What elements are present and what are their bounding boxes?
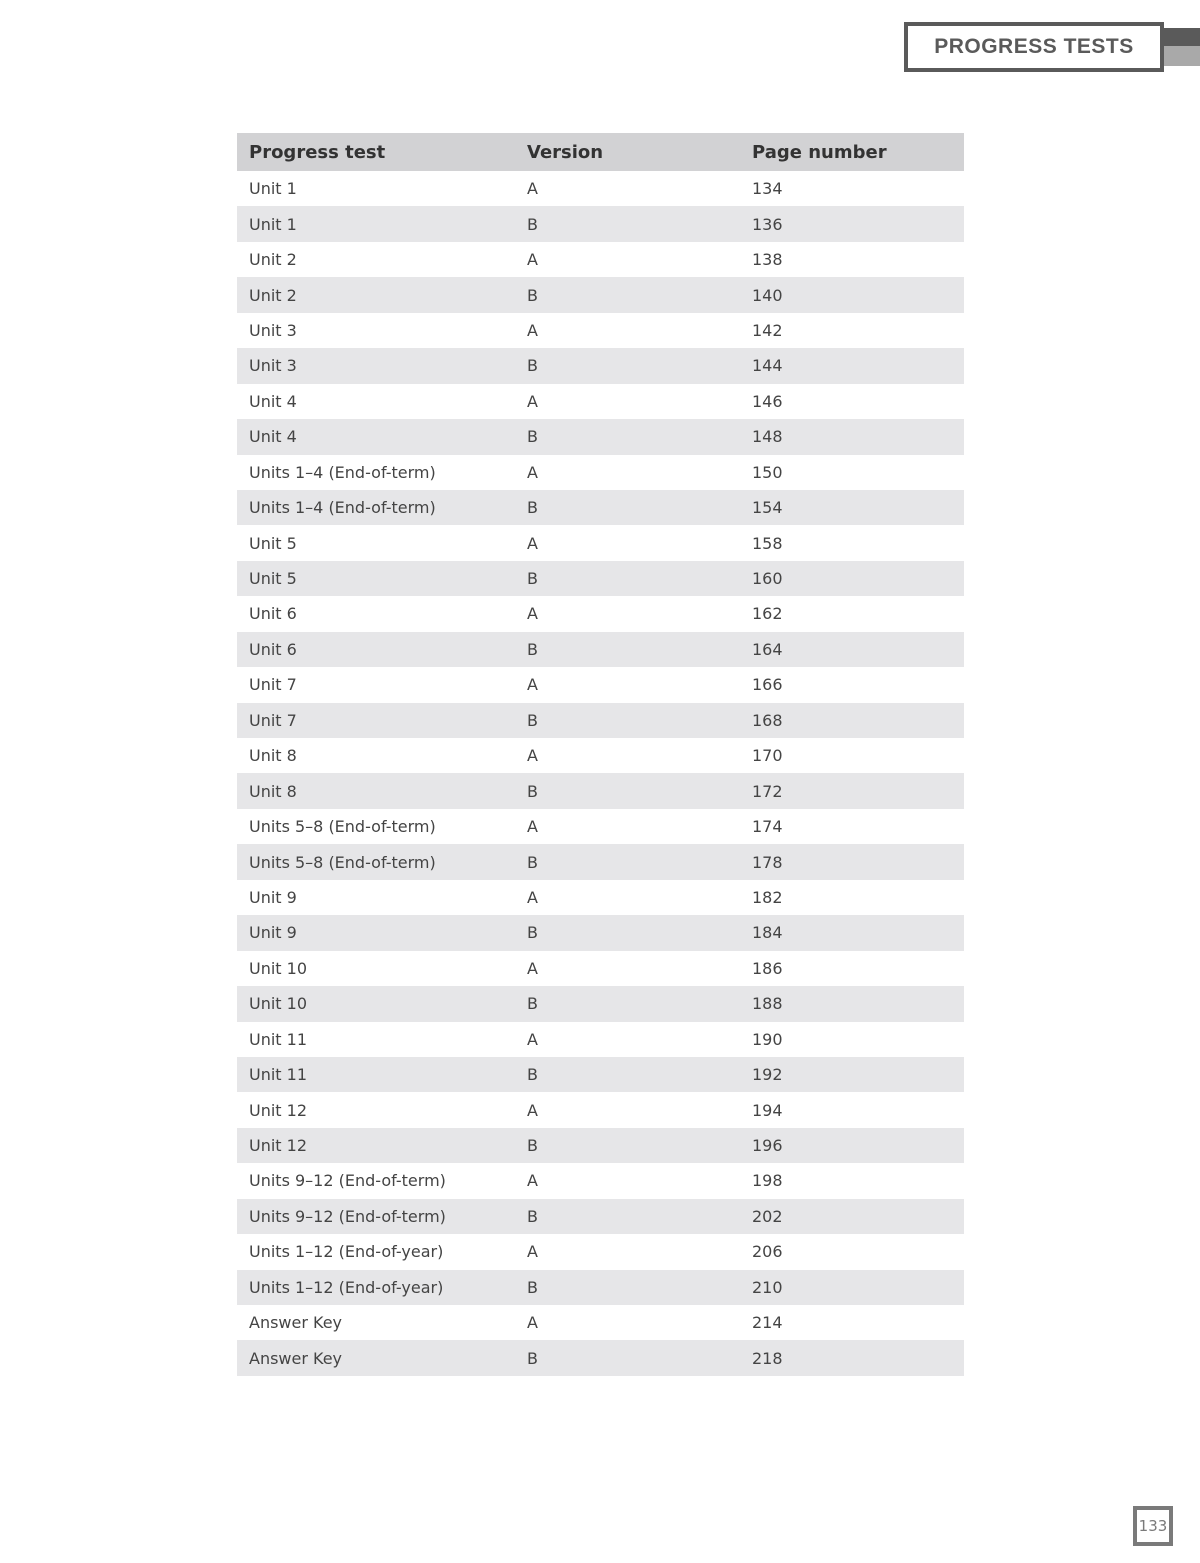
table-row xyxy=(237,844,964,879)
table-row xyxy=(237,632,964,667)
cell-progress-test: Unit 3 xyxy=(249,320,297,340)
cell-page-number: 214 xyxy=(752,1313,783,1333)
cell-version: A xyxy=(527,533,538,553)
cell-version: A xyxy=(527,1171,538,1191)
cell-version: A xyxy=(527,179,538,199)
cell-progress-test: Answer Key xyxy=(249,1313,343,1333)
table-row xyxy=(237,1199,964,1234)
table-row xyxy=(237,703,964,738)
table-row xyxy=(237,171,964,206)
cell-version: B xyxy=(515,915,740,950)
cell-progress-test: Units 1–4 (End-of-term) xyxy=(237,490,515,525)
cell-page-number: 138 xyxy=(752,250,783,270)
cell-page-number: 202 xyxy=(740,1199,964,1234)
table-row xyxy=(237,738,964,773)
cell-page-number: 186 xyxy=(752,958,783,978)
table-row xyxy=(237,525,964,560)
cell-progress-test: Unit 5 xyxy=(237,561,515,596)
cell-progress-test: Unit 6 xyxy=(249,604,297,624)
cell-version: B xyxy=(515,844,740,879)
cell-progress-test: Unit 5 xyxy=(249,533,297,553)
cell-progress-test: Unit 8 xyxy=(237,773,515,808)
cell-progress-test: Unit 3 xyxy=(237,348,515,383)
table-row xyxy=(237,986,964,1021)
cell-progress-test: Unit 4 xyxy=(249,391,297,411)
cell-version: A xyxy=(527,1242,538,1262)
cell-page-number: 168 xyxy=(740,703,964,738)
table-row xyxy=(237,667,964,702)
cell-version: B xyxy=(515,206,740,241)
table-row xyxy=(237,206,964,241)
cell-page-number: 218 xyxy=(740,1340,964,1375)
column-header-page-number: Page number xyxy=(740,133,964,171)
cell-version: B xyxy=(515,703,740,738)
cell-version: B xyxy=(515,1340,740,1375)
table-row xyxy=(237,596,964,631)
cell-page-number: 150 xyxy=(752,462,783,482)
table-row xyxy=(237,773,964,808)
cell-version: A xyxy=(527,958,538,978)
cell-progress-test: Unit 8 xyxy=(249,746,297,766)
table-body xyxy=(237,171,964,1376)
table-row xyxy=(237,242,964,277)
cell-progress-test: Unit 11 xyxy=(237,1057,515,1092)
cell-page-number: 172 xyxy=(740,773,964,808)
cell-page-number: 134 xyxy=(752,179,783,199)
cell-progress-test: Unit 6 xyxy=(237,632,515,667)
cell-progress-test: Unit 9 xyxy=(249,887,297,907)
cell-page-number: 148 xyxy=(740,419,964,454)
cell-page-number: 142 xyxy=(752,320,783,340)
cell-progress-test: Unit 4 xyxy=(237,419,515,454)
cell-page-number: 164 xyxy=(740,632,964,667)
cell-progress-test: Units 1–12 (End-of-year) xyxy=(249,1242,444,1262)
cell-page-number: 154 xyxy=(740,490,964,525)
cell-version: B xyxy=(515,986,740,1021)
table-row xyxy=(237,1163,964,1198)
cell-page-number: 160 xyxy=(740,561,964,596)
cell-progress-test: Unit 2 xyxy=(237,277,515,312)
table-row xyxy=(237,1270,964,1305)
column-header-version: Version xyxy=(515,133,740,171)
table-row xyxy=(237,1057,964,1092)
table-row xyxy=(237,455,964,490)
cell-page-number: 192 xyxy=(740,1057,964,1092)
cell-version: A xyxy=(527,391,538,411)
cell-progress-test: Unit 11 xyxy=(249,1029,308,1049)
header-accent-bar-dark xyxy=(1164,28,1200,46)
cell-version: A xyxy=(527,1029,538,1049)
cell-progress-test: Unit 2 xyxy=(249,250,297,270)
cell-version: A xyxy=(527,1100,538,1120)
section-header-label: PROGRESS TESTS xyxy=(934,35,1134,58)
page-number: 133 xyxy=(1138,1517,1168,1535)
cell-page-number: 136 xyxy=(740,206,964,241)
cell-version: B xyxy=(515,561,740,596)
cell-progress-test: Units 1–12 (End-of-year) xyxy=(237,1270,515,1305)
cell-version: A xyxy=(527,887,538,907)
cell-version: B xyxy=(515,1128,740,1163)
cell-page-number: 210 xyxy=(740,1270,964,1305)
table-row xyxy=(237,809,964,844)
cell-progress-test: Answer Key xyxy=(237,1340,515,1375)
table-row xyxy=(237,1305,964,1340)
cell-progress-test: Unit 9 xyxy=(237,915,515,950)
cell-progress-test: Unit 7 xyxy=(237,703,515,738)
cell-progress-test: Unit 7 xyxy=(249,675,297,695)
cell-progress-test: Unit 1 xyxy=(237,206,515,241)
cell-version: A xyxy=(527,746,538,766)
cell-version: B xyxy=(515,419,740,454)
cell-version: A xyxy=(527,817,538,837)
table-row xyxy=(237,419,964,454)
table-row xyxy=(237,1022,964,1057)
cell-progress-test: Unit 12 xyxy=(249,1100,308,1120)
table-row xyxy=(237,490,964,525)
table-row xyxy=(237,880,964,915)
cell-progress-test: Units 9–12 (End-of-term) xyxy=(249,1171,446,1191)
cell-version: B xyxy=(515,348,740,383)
cell-version: A xyxy=(527,675,538,695)
cell-version: A xyxy=(527,250,538,270)
table-row xyxy=(237,1234,964,1269)
cell-version: B xyxy=(515,1057,740,1092)
table-row xyxy=(237,348,964,383)
cell-page-number: 144 xyxy=(740,348,964,383)
table-header-row xyxy=(237,133,964,171)
cell-page-number: 146 xyxy=(752,391,783,411)
cell-progress-test: Unit 12 xyxy=(237,1128,515,1163)
table-row xyxy=(237,313,964,348)
table-row xyxy=(237,277,964,312)
table-row xyxy=(237,1092,964,1127)
cell-page-number: 198 xyxy=(752,1171,783,1191)
cell-progress-test: Unit 1 xyxy=(249,179,297,199)
cell-page-number: 196 xyxy=(740,1128,964,1163)
cell-progress-test: Units 9–12 (End-of-term) xyxy=(237,1199,515,1234)
cell-page-number: 190 xyxy=(752,1029,783,1049)
table-row xyxy=(237,561,964,596)
cell-progress-test: Units 5–8 (End-of-term) xyxy=(237,844,515,879)
cell-progress-test: Unit 10 xyxy=(237,986,515,1021)
header-accent-bar-light xyxy=(1164,46,1200,66)
cell-version: B xyxy=(515,1270,740,1305)
cell-page-number: 178 xyxy=(740,844,964,879)
cell-progress-test: Units 1–4 (End-of-term) xyxy=(249,462,436,482)
cell-page-number: 162 xyxy=(752,604,783,624)
cell-page-number: 166 xyxy=(752,675,783,695)
cell-version: B xyxy=(515,277,740,312)
cell-version: A xyxy=(527,604,538,624)
cell-progress-test: Unit 10 xyxy=(249,958,308,978)
cell-page-number: 174 xyxy=(752,817,783,837)
table-row xyxy=(237,951,964,986)
cell-version: A xyxy=(527,320,538,340)
cell-version: A xyxy=(527,1313,538,1333)
cell-page-number: 158 xyxy=(752,533,783,553)
cell-version: B xyxy=(515,1199,740,1234)
cell-version: B xyxy=(515,773,740,808)
cell-version: A xyxy=(527,462,538,482)
cell-page-number: 184 xyxy=(740,915,964,950)
table-row xyxy=(237,915,964,950)
cell-page-number: 194 xyxy=(752,1100,783,1120)
table-row xyxy=(237,384,964,419)
progress-tests-table xyxy=(237,133,964,1376)
page-number-box xyxy=(1133,1506,1173,1546)
cell-page-number: 170 xyxy=(752,746,783,766)
column-header-progress-test: Progress test xyxy=(237,133,515,171)
table-row xyxy=(237,1340,964,1375)
cell-page-number: 140 xyxy=(740,277,964,312)
cell-version: B xyxy=(515,632,740,667)
cell-progress-test: Units 5–8 (End-of-term) xyxy=(249,817,436,837)
cell-version: B xyxy=(515,490,740,525)
cell-page-number: 188 xyxy=(740,986,964,1021)
section-header-tab xyxy=(904,22,1164,72)
table-row xyxy=(237,1128,964,1163)
cell-page-number: 206 xyxy=(752,1242,783,1262)
cell-page-number: 182 xyxy=(752,887,783,907)
